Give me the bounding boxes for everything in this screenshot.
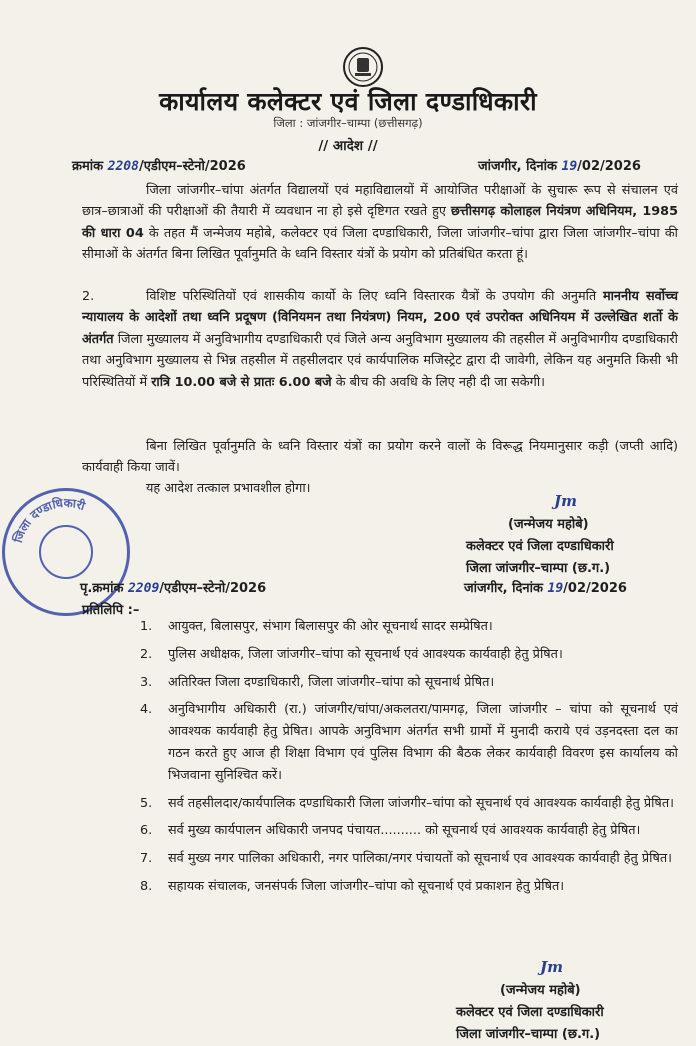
copy-item-text: अतिरिक्त जिला दण्डाधिकारी, जिला जांजगीर–चांपा को सूचनार्थ प्रेषित। (168, 674, 495, 690)
endorsement-date-rest: /02/2026 (563, 581, 627, 596)
official-seal-icon (2, 488, 130, 616)
state-emblem-icon (342, 46, 384, 88)
paragraph-2-number: 2. (82, 289, 95, 304)
paragraph-1: जिला जांजगीर–चांपा अंतर्गत विद्यालयों एवं महाविद्यालयों में आयोजित परीक्षाओं के सुचारू रूप से संचालन एवं छात्र–छात्राओं की परीक्षाओं की तैयारी में व्यवधान ना हो इसे दृष्टिगत रखते हुए छत्तीसगढ़ कोलाहल नियंत्रण अधिनियम, 1985 की धारा 04 के तहत मैं जन्मेजय महोबे, कलेक्टर एवं जिला दण्डाधिकारी, जिला जांजगीर–चांपा द्वारा जिला जांजगीर–चांपा की सीमाओं के अंतर्गत बिना लिखित पूर्वानुमति के ध्वनि विस्तार यंत्रों के प्रयोग को प्रतिबंधित करता हूं। (82, 183, 678, 263)
copy-list-item (140, 793, 678, 815)
copy-item-number: 6. (140, 823, 153, 839)
copy-list-item (140, 848, 678, 870)
ref-suffix: /एडीएम–स्टेनो/2026 (138, 159, 246, 174)
signature-initials: Jm (554, 492, 577, 510)
copy-item-number: 4. (140, 702, 153, 718)
copy-item-number: 7. (140, 851, 153, 867)
copy-item-text: पुलिस अधीक्षक, जिला जांजगीर–चांपा को सूचनार्थ एवं आवश्यक कार्यवाही हेतु प्रेषित। (168, 646, 563, 662)
signatory-name: (जन्मेजय महोबे) (508, 517, 589, 532)
signatory-name-2: (जन्मेजय महोबे) (500, 983, 581, 998)
endorsement-ref-number: 2209 (127, 581, 160, 596)
order-reference (72, 156, 246, 174)
copy-list-item (140, 644, 678, 666)
endorsement-date-day: 19 (547, 581, 564, 596)
place-date-prefix: जांजगीर, दिनांक (478, 159, 557, 174)
endorsement-date (464, 578, 627, 596)
signatory-designation-2: कलेक्टर एवं जिला दण्डाधिकारी (456, 1005, 604, 1020)
copy-item-text: आयुक्त, बिलासपुर, संभाग बिलासपुर की ओर सूचनार्थ सादर सम्प्रेषित। (168, 619, 493, 634)
copy-heading: प्रतिलिपि :– (82, 603, 140, 618)
copy-list-item (140, 876, 678, 898)
copy-list-item (140, 672, 678, 694)
copy-list-item (140, 820, 678, 842)
endorsement-reference (80, 578, 266, 596)
stamp-text: जिला दण्डाधिकारी (10, 495, 87, 545)
copy-item-text: सर्व मुख्य नगर पालिका अधिकारी, नगर पालिका/नगर पंचायतों को सूचनार्थ एव आवश्यक कार्यवाही हेतु प्रेषित। (168, 851, 673, 867)
endorsement-ref-suffix: /एडीएम–स्टेनो/2026 (159, 581, 267, 596)
copy-list-item (140, 616, 678, 638)
district-line: जिला : जांजगीर–चाम्पा (छत्तीसगढ़) (273, 116, 423, 130)
endorsement-ref-prefix: पृ.क्रमांक (80, 581, 124, 596)
office-title: कार्यालय कलेक्टर एवं जिला दण्डाधिकारी (159, 87, 537, 116)
paragraph-4: यह आदेश तत्काल प्रभावशील होगा। (146, 481, 311, 496)
signature-initials-2: Jm (540, 958, 563, 976)
paragraph-2: 2. विशिष्ट परिस्थितियों एवं शासकीय कार्यो के लिए ध्वनि विस्तारक यैत्रों के उपयोग की अनुमति माननीय सर्वोच्च न्यायालय के आदेशों तथा ध्वनि प्रदूषण (विनियमन तथा नियंत्रण) नियम, 200 एवं उपरोक्त अधिनियम में उल्लेखित शर्तो के अंतर्गत जिला मुख्यालय में अनुविभागीय दण्डाधिकारी एवं जिले अन्य अनुविभाग मुख्यालय की तहसील में अनुविभागीय दण्डाधिकारी तथा अनुविभाग मुख्यालय से भिन्न तहसील में तहसीलदार एवं कार्यपालिक मजिस्ट्रेट द्वारा दी जावेगी, लेकिन यह अनुमति किसी भी परिस्थितियों में रात्रि 10.00 बजे से प्रातः 6.00 बजे के बीच की अवधि के लिए नही दी जा सकेगी। (82, 286, 678, 393)
copy-item-text: सर्व तहसीलदार/कार्यपालिक दण्डाधिकारी जिला जांजगीर–चांपा को सूचनार्थ एवं आवश्यक कार्यवाही हेतु प्रेषित। (168, 795, 674, 811)
copy-list (140, 616, 678, 904)
signature-block-1 (466, 490, 686, 580)
svg-text:जिला दण्डाधिकारी (11, 496, 88, 546)
copy-item-number: 2. (140, 646, 153, 662)
copy-item-number: 1. (140, 619, 153, 634)
copy-item-text: सहायक संचालक, जनसंपर्क जिला जांजगीर–चांपा को सूचनार्थ एवं प्रकाशन हेतु प्रेषित। (168, 878, 565, 894)
copy-item-number: 8. (140, 878, 153, 894)
signatory-designation: कलेक्टर एवं जिला दण्डाधिकारी (466, 539, 614, 554)
signature-block-2 (456, 956, 686, 1046)
copy-item-text: अनुविभागीय अधिकारी (रा.) जांजगीर/चांपा/अकलतरा/पामगढ़, जिला जांजगीर – चांपा को सूचनार्थ एवं आवश्यक कार्यवाही हेतु प्रेषित। आपके अनुविभाग अंतर्गत सभी ग्रामों में मुनादी कराये एवं उड़नदस्ता दल का गठन करते हुए आज ही शिक्षा विभाग एवं पुलिस विभाग की बैठक लेकर कार्यवाही विवरण इस कार्यालय को भिजवाना सुनिश्चित करें। (168, 702, 678, 783)
endorsement-place-date: जांजगीर, दिनांक (464, 581, 543, 596)
order-date (478, 156, 641, 174)
copy-item-text: सर्व मुख्य कार्यपालन अधिकारी जनपद पंचायत.......... को सूचनार्थ एवं आवश्यक कार्यवाही हेतु प्रेषित। (168, 823, 641, 839)
date-day: 19 (561, 159, 578, 174)
copy-item-number: 5. (140, 795, 153, 811)
ref-number: 2208 (107, 159, 139, 174)
copy-item-number: 3. (140, 674, 153, 690)
copy-list-item (140, 699, 678, 786)
date-rest: /02/2026 (577, 159, 641, 174)
ref-prefix: क्रमांक (72, 159, 104, 174)
signatory-district: जिला जांजगीर–चाम्पा (छ.ग.) (466, 561, 611, 576)
paragraph-3: बिना लिखित पूर्वानुमति के ध्वनि विस्तार यंत्रों का प्रयोग करने वालों के विरूद्ध नियमानुसार कड़ी (जप्ती आदि) कार्यवाही किया जावें। (82, 439, 678, 476)
order-heading: // आदेश // (318, 138, 378, 154)
signatory-district-2: जिला जांजगीर–चाम्पा (छ.ग.) (456, 1027, 601, 1042)
